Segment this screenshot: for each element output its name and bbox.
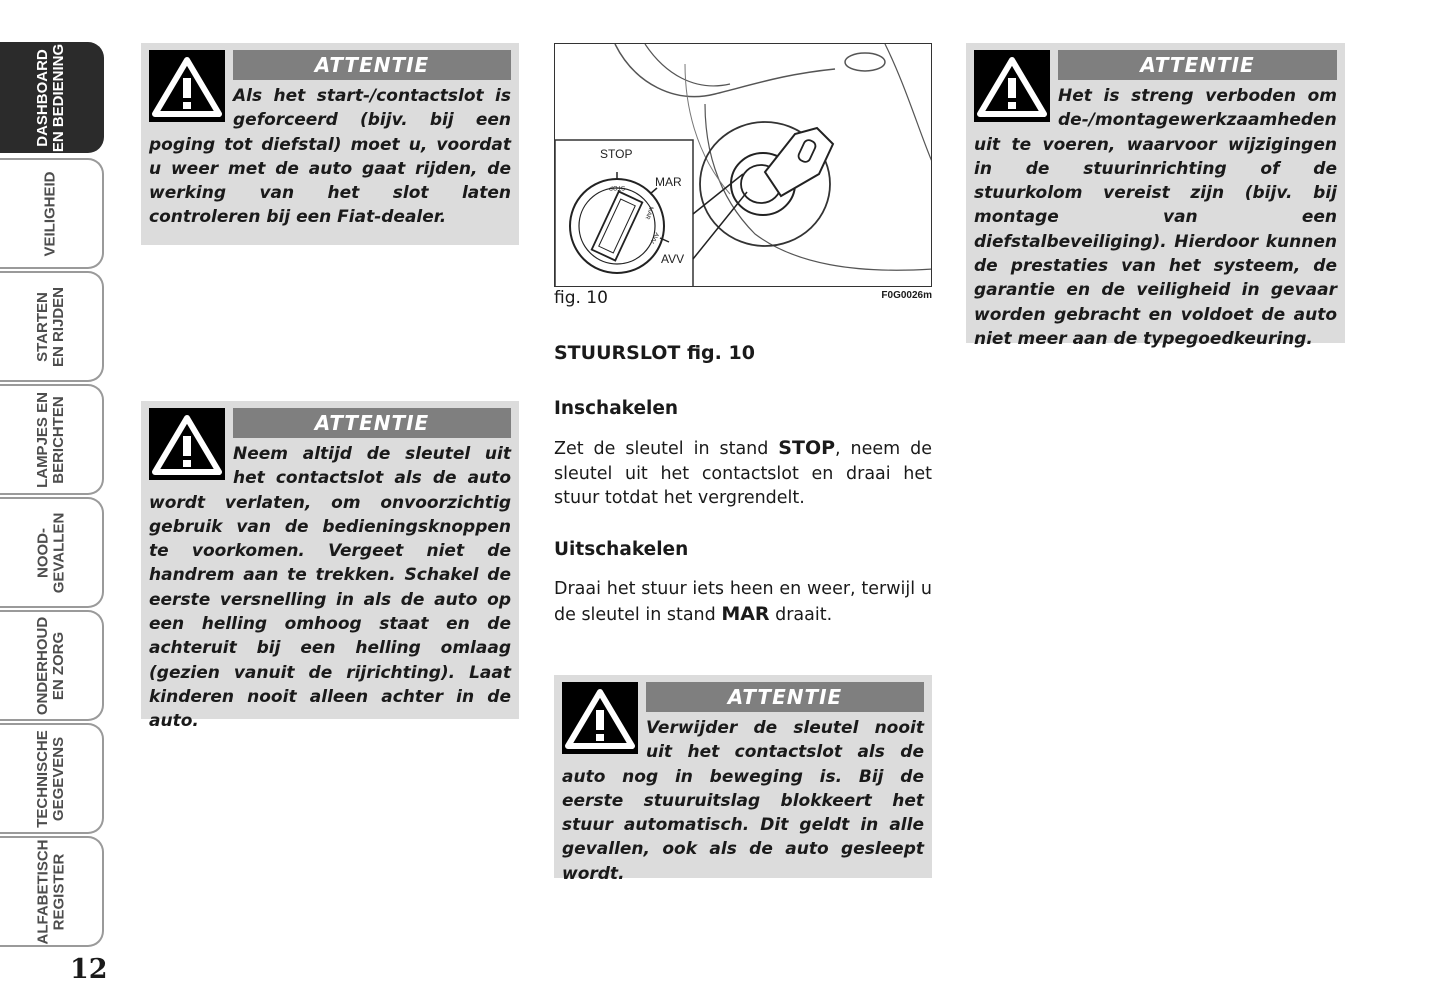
tab-lights-messages[interactable]: [0, 384, 104, 495]
warning-text: Neem altijd de sleutel uit het contactslot als de auto wordt verlaten, om onvoorzichtig gebruik van de bedieningsknoppen te voorkomen. Vergeet niet de handrem aan te trekken. Schakel de eerste versnelling in als de auto op een helling omhoog staat en de achteruit bij een helling omlaag (gezien vanuit de rijrichting). Laat kinderen nooit alleen achter in de auto.: [149, 444, 511, 732]
svg-text:AVV: AVV: [648, 231, 660, 245]
position-mar-label: MAR: [655, 175, 682, 189]
tab-label: ONDERHOUD EN ZORG: [34, 616, 67, 715]
stop-keyword: STOP: [778, 437, 836, 459]
tab-maintenance[interactable]: [0, 610, 104, 721]
mar-keyword: MAR: [721, 602, 770, 625]
figure-caption: fig. 10: [554, 288, 608, 308]
warning-triangle-icon: [149, 50, 225, 122]
disengage-heading: Uitschakelen: [554, 539, 689, 560]
tab-technical-data[interactable]: [0, 723, 104, 834]
warning-triangle-icon: [974, 50, 1050, 122]
tab-emergencies[interactable]: [0, 497, 104, 608]
tab-index[interactable]: [0, 836, 104, 947]
warning-text: Het is streng verboden om de-/montagewerkzaamheden uit te voeren, waarvoor wijzigingen in de stuurinrichting of de stuurkolom vereist zijn (bijv. bij montage van een diefstalbeveiliging). Hierdoor kunnen de prestaties van het systeem, de garantie en de veiligheid in gevaar worden gebracht en voldoet de auto niet meer aan de typegoedkeuring.: [974, 86, 1337, 349]
page-number: 12: [70, 954, 108, 985]
position-avv-label: AVV: [661, 252, 685, 266]
tab-safety[interactable]: [0, 158, 104, 269]
ignition-lock-figure: [554, 43, 932, 287]
warning-triangle-icon: [149, 408, 225, 480]
chapter-tabs: [0, 42, 110, 948]
engage-paragraph: Zet de sleutel in stand STOP, neem de sleutel uit het contactslot en draai het stuur totdat het vergrendelt.: [554, 437, 932, 508]
tab-label: ALFABETISCH REGISTER: [34, 839, 67, 944]
warning-box-remove-key: [141, 401, 519, 732]
warning-heading: ATTENTIE: [233, 50, 511, 80]
warning-text: Als het start-/contactslot is geforceerd (bijv. bij een poging tot diefstal) moet u, voordat u weer met de auto gaat rijden, de werking van het slot laten controleren bij een Fiat-dealer.: [149, 86, 511, 228]
warning-heading: ATTENTIE: [1058, 50, 1337, 80]
tab-label: NOOD- GEVALLEN: [34, 512, 67, 593]
warning-text: Verwijder de sleutel nooit uit het contactslot als de auto nog in beweging is. Bij de eerste stuuruitslag blokkeert het stuur automatisch. Dit geldt in alle gevallen, ook als de auto gesleept wordt.: [562, 718, 924, 884]
warning-triangle-icon: [562, 682, 638, 754]
section-title: STUURSLOT fig. 10: [554, 342, 755, 364]
tab-label: LAMPJES EN BERICHTEN: [33, 391, 67, 488]
position-stop-label: STOP: [600, 147, 633, 161]
tab-label: DASHBOARD EN BEDIENING: [34, 43, 68, 152]
warning-heading: ATTENTIE: [646, 682, 924, 712]
tab-label: STARTEN EN RIJDEN: [34, 286, 67, 367]
ignition-lock-drawing: [555, 44, 932, 287]
svg-text:MAR: MAR: [643, 205, 654, 220]
warning-heading: ATTENTIE: [233, 408, 511, 438]
svg-text:STOP: STOP: [608, 184, 626, 190]
tab-dashboard[interactable]: [0, 42, 104, 153]
warning-box-forced-lock: [141, 43, 519, 245]
warning-box-steering-modifications: [966, 43, 1345, 349]
tab-label: VEILIGHEID: [41, 170, 59, 257]
warning-box-moving-vehicle: [554, 675, 932, 884]
tab-label: TECHNISCHE GEGEVENS: [33, 729, 67, 828]
engage-heading: Inschakelen: [554, 398, 679, 419]
tab-starting-driving[interactable]: [0, 271, 104, 382]
figure-code: F0G0026m: [881, 290, 932, 301]
disengage-paragraph: Draai het stuur iets heen en weer, terwijl u de sleutel in stand MAR draait.: [554, 579, 932, 625]
